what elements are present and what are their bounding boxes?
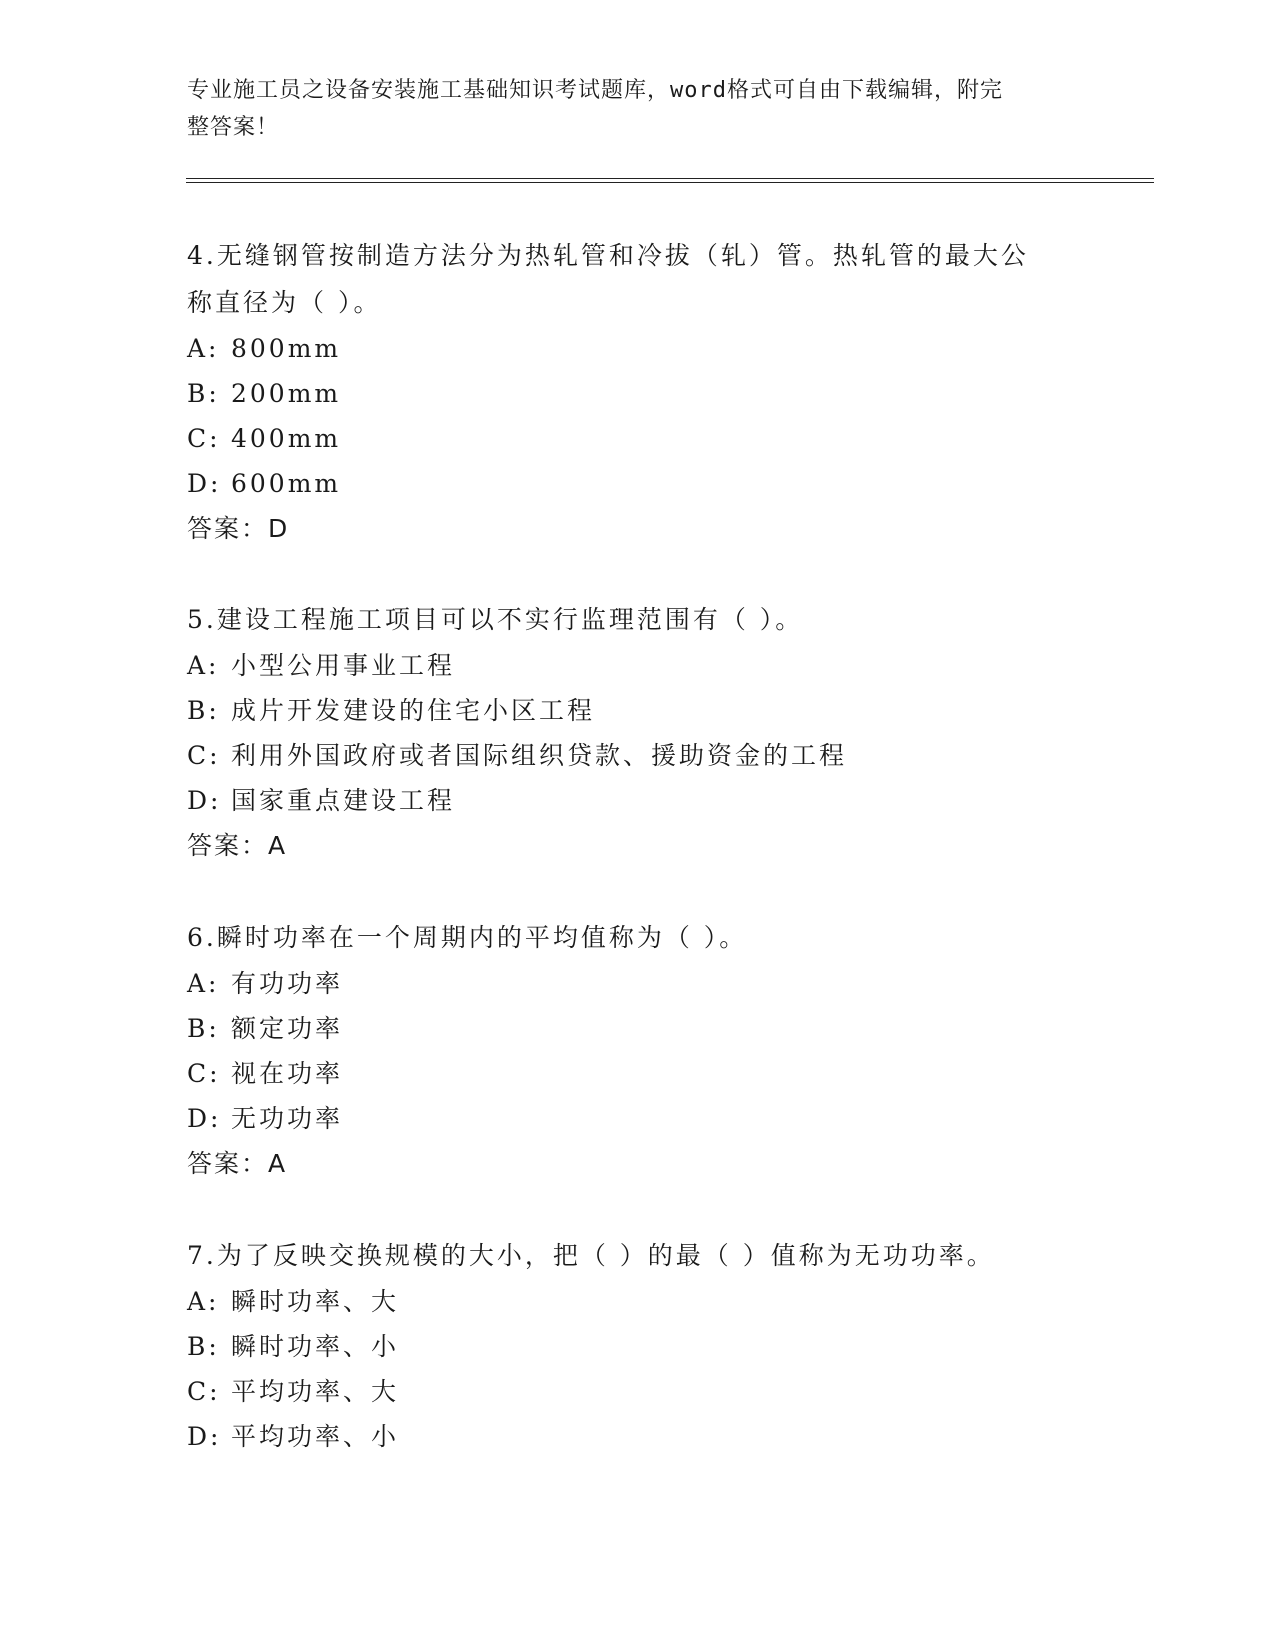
option-text: 无功功率 — [231, 1104, 344, 1133]
question-4 — [187, 232, 1087, 551]
option-b — [187, 688, 1087, 733]
option-a — [187, 326, 1087, 371]
question-stem: 5.建设工程施工项目可以不实行监理范围有（ ）。 — [187, 605, 804, 634]
question-6 — [187, 914, 1087, 1186]
option-a — [187, 961, 1087, 1006]
header-divider-top — [186, 178, 1154, 179]
option-letter: B: — [187, 1332, 220, 1361]
question-7 — [187, 1232, 1087, 1459]
option-text: 平均功率、小 — [231, 1422, 400, 1451]
answer: 答案：A — [187, 1149, 288, 1178]
header-title-line-1: 专业施工员之设备安装施工基础知识考试题库，word格式可自由下载编辑，附完 — [187, 78, 1003, 103]
option-a — [187, 1279, 1087, 1324]
option-letter: B: — [187, 696, 220, 725]
question-stem: 7.为了反映交换规模的大小，把（ ）的最（ ）值称为无功功率。 — [187, 1241, 995, 1270]
option-text: 平均功率、大 — [231, 1377, 400, 1406]
question-stem: 4.无缝钢管按制造方法分为热轧管和冷拔（轧）管。热轧管的最大公 — [187, 241, 1029, 270]
option-text: 利用外国政府或者国际组织贷款、援助资金的工程 — [231, 741, 848, 770]
option-d — [187, 778, 1087, 823]
option-letter: A: — [187, 969, 220, 998]
option-d — [187, 461, 1087, 506]
option-b — [187, 1006, 1087, 1051]
option-letter: A: — [187, 334, 220, 363]
option-letter: C: — [187, 424, 221, 453]
option-text: 600mm — [231, 469, 342, 498]
option-letter: B: — [187, 379, 220, 408]
option-letter: D: — [187, 786, 222, 815]
option-letter: C: — [187, 1377, 221, 1406]
option-letter: B: — [187, 1014, 220, 1043]
option-a — [187, 643, 1087, 688]
option-text: 200mm — [231, 379, 342, 408]
option-d — [187, 1414, 1087, 1459]
answer: 答案：D — [187, 514, 290, 543]
option-letter: A: — [187, 1287, 220, 1316]
option-letter: D: — [187, 1422, 222, 1451]
option-letter: D: — [187, 1104, 222, 1133]
option-c — [187, 416, 1087, 461]
option-b — [187, 371, 1087, 416]
option-d — [187, 1096, 1087, 1141]
question-5 — [187, 596, 1087, 868]
option-c — [187, 1369, 1087, 1414]
option-text: 有功功率 — [231, 969, 344, 998]
option-text: 800mm — [231, 334, 342, 363]
option-text: 瞬时功率、小 — [231, 1332, 400, 1361]
header-divider-bottom — [186, 182, 1154, 183]
answer: 答案：A — [187, 831, 288, 860]
option-text: 额定功率 — [231, 1014, 344, 1043]
option-text: 小型公用事业工程 — [231, 651, 456, 680]
option-text: 瞬时功率、大 — [231, 1287, 400, 1316]
option-c — [187, 733, 1087, 778]
option-letter: D: — [187, 469, 222, 498]
document-header — [187, 72, 1087, 146]
option-text: 成片开发建设的住宅小区工程 — [231, 696, 596, 725]
option-b — [187, 1324, 1087, 1369]
option-letter: A: — [187, 651, 220, 680]
option-c — [187, 1051, 1087, 1096]
header-title-line-2: 整答案！ — [187, 115, 280, 140]
question-stem: 6.瞬时功率在一个周期内的平均值称为（ ）。 — [187, 923, 748, 952]
option-text: 视在功率 — [231, 1059, 344, 1088]
question-stem-continued: 称直径为（ ）。 — [187, 288, 382, 317]
option-letter: C: — [187, 1059, 221, 1088]
option-text: 国家重点建设工程 — [231, 786, 456, 815]
option-text: 400mm — [231, 424, 342, 453]
option-letter: C: — [187, 741, 221, 770]
